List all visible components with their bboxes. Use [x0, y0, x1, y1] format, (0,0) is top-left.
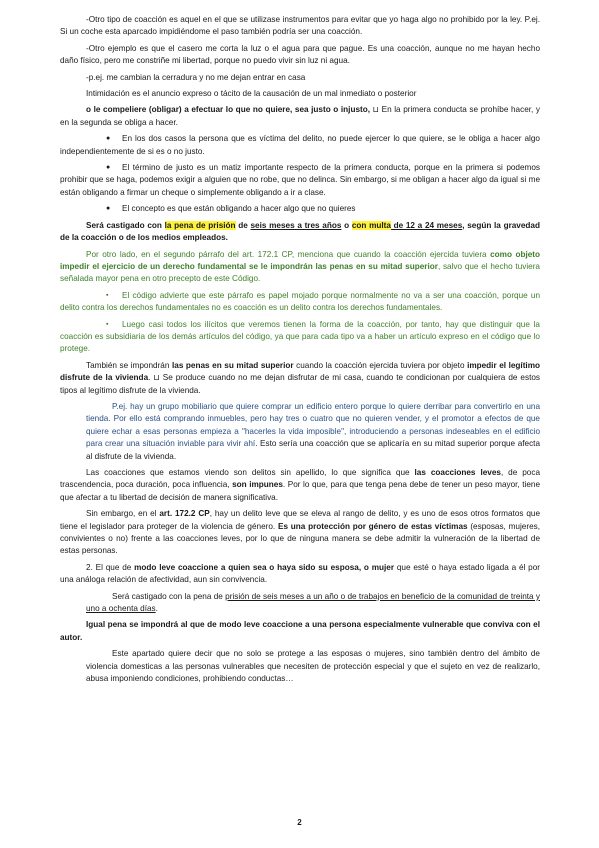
bullet-text: El término de justo es un matiz importante respecto de la primera conducta, porque en la primera si podemos prohibir que se haga, podemos exigir a alguien que no robe, que no delinca. Sin embargo, si me obligan a hacer algo da igual si me están obligando a firmar un cheque o simplemente obligando a ir a clase.	[60, 163, 540, 197]
underlined-text: seis meses a tres años	[250, 220, 342, 230]
bullet-icon: ●	[106, 164, 111, 172]
bold-text: art. 172.2 CP	[159, 509, 210, 519]
bold-text: impedir el legítimo disfrute de la vivienda	[60, 360, 540, 383]
text: Será castigado con la pena de	[112, 591, 226, 601]
paragraph	[60, 249, 540, 286]
text: , de poca trascendencia, poca duración, poca influencia,	[60, 468, 540, 490]
text: 2. El que de	[86, 562, 135, 572]
text: , según la gravedad de la coacción o de los medios empleados.	[60, 220, 540, 243]
bold-text: las coacciones leves	[414, 468, 501, 477]
paragraph	[60, 360, 540, 397]
text: o	[341, 220, 352, 230]
bold-text: o le compeliere (obligar) a efectuar lo que no quiere, sea justo o injusto,	[86, 105, 371, 115]
bold-text: modo leve coaccione a quien sea o haya sido su esposa, o mujer	[134, 562, 395, 572]
text: . Por lo que, para que tenga pena debe de tener un peso mayor, tiene que afectar a tu libertad de decisión de manera significativa.	[60, 480, 541, 502]
bullet-item	[60, 133, 540, 158]
paragraph	[60, 220, 540, 245]
text: Será castigado con	[86, 220, 165, 230]
document-body	[60, 14, 540, 690]
bold-text: son impunes	[232, 480, 283, 490]
paragraph: Intimidación es el anuncio expreso o tácito de la causación de un mal inmediato o posterior	[86, 89, 417, 99]
text: que esté o haya estado ligada a él por una análoga relación de afectividad, aun sin convivencia.	[60, 562, 540, 585]
text: Las coacciones que estamos viendo son delitos sin apellido, lo que significa que	[86, 468, 415, 477]
bullet-text: Luego casi todos los ilícitos que veremos tienen la forma de la coacción, por tanto, hay que distinguir que la coacción es subsidiaria de los demás artículos del código, ya que para cada tipo va a haber un artículo expreso en el código que lo protege.	[60, 319, 540, 354]
paragraph	[60, 467, 540, 504]
bullet-text: El concepto es que están obligando a hacer algo que no quieres	[122, 204, 356, 214]
underlined-text: prisión de seis meses a un año o de trabajos en beneficio de la comunidad de treinta y uno a ochenta días	[86, 591, 540, 614]
text: También se impondrán	[86, 360, 172, 370]
paragraph: Igual pena se impondrá al que de modo leve coaccione a una persona especialmente vulnerable que conviva con el autor.	[60, 620, 540, 642]
square-bullet-icon: ▪	[106, 320, 109, 328]
highlight: la pena de prisión	[164, 220, 236, 230]
bullet-text: En los dos casos la persona que es víctima del delito, no puede ejercer lo que quiere, se le obliga a hacer algo independientemente de si es o no justo.	[60, 134, 540, 156]
bullet-icon: ●	[106, 205, 111, 213]
square-bullet-icon: ▪	[106, 291, 109, 299]
paragraph	[86, 401, 540, 463]
bullet-item	[60, 319, 540, 356]
underlined-text: de 12 a 24 meses	[390, 220, 463, 230]
box-symbol: ⊔	[372, 105, 380, 115]
text: , salvo que el hecho tuviera señalada mayor pena en otro precepto de este Código.	[60, 261, 540, 284]
paragraph: -p.ej. me cambian la cerradura y no me dejan entrar en casa	[86, 72, 306, 82]
text: , hay un delito leve que se eleva al rango de delito, y es uno de esos otros formatos que tiene el legislador para proteger de la violencia de género.	[60, 509, 541, 531]
paragraph: -Otro ejemplo es que el casero me corta la luz o el agua para que pague. Es una coacción, aunque no me hayan hecho daño físico, pero me constriñe mi libertad, porque no puedo vivir sin luz ni agua.	[60, 43, 540, 66]
paragraph: -Otro tipo de coacción es aquel en el que se utilizase instrumentos para evitar que yo haga algo no prohibido por la ley. P.ej. Si un coche esta aparcado impidiéndome el paso también podría ser una coacción.	[60, 15, 540, 37]
paragraph	[86, 591, 540, 616]
text: Por otro lado, en el segundo párrafo del art. 172.1 CP, menciona que cuando la coacción ejercida tuviera	[86, 249, 491, 259]
paragraph	[60, 508, 540, 558]
text: (esposas, mujeres, convivientes o no) frente a las coacciones leves, por lo que de ninguna manera se debe admitir la vulneración de la libertad de estas personas.	[60, 521, 540, 556]
paragraph	[60, 104, 540, 129]
paragraph: Este apartado quiere decir que no solo se protege a las esposas o mujeres, sino también dentro del ámbito de violencia domesticas a las personas vulnerables que necesiten de protección especial y que el sujeto en vez de realizarlo, abusa imponiendo condiciones, prohibiendo conductas…	[86, 649, 540, 684]
bullet-item	[60, 162, 540, 199]
bold-text: como objeto impedir el ejercicio de un derecho fundamental se le impondrán las penas en su mitad superior	[60, 249, 540, 271]
text: cuando la coacción ejercida tuviera por objeto	[293, 360, 468, 370]
bullet-item	[60, 290, 540, 315]
bullet-text: El código advierte que este párrafo es papel mojado porque normalmente no va a ser una coacción, porque un delito contra los derechos fundamentales no es coacción es un delito contra los derechos fundamentales.	[60, 290, 540, 313]
text: . Esto sería una coacción que se aplicaría en su mitad superior porque afecta al disfrute de la vivienda.	[86, 439, 540, 461]
text: En la primera conducta se prohíbe hacer, y en la segunda se obliga a hacer.	[60, 105, 540, 127]
bold-text: Es una protección por género de estas víctimas	[277, 521, 468, 531]
bullet-icon: ●	[106, 135, 111, 143]
text: Sin embargo, en el	[86, 509, 160, 519]
paragraph	[60, 562, 540, 587]
text: . ⊔ Se produce cuando no me dejan disfrutar de mi casa, cuando te condicionan por cualquiera de estos tipos al legítimo disfrute de la vivienda.	[60, 373, 541, 395]
text: de	[235, 220, 251, 230]
page-number: 2	[297, 818, 302, 827]
example-text: P.ej. hay un grupo mobiliario que quiere comprar un edificio entero porque lo quiere derribar para convertirlo en una tienda. Por ello está comprando inmuebles, pero hay tres o cuatro que no quieren vender, y el promotor a efectos de que quiere echar a esas personas empieza a "hacerles la vida imposible", introduciendo a personas indeseables en el edificio para crear una situación inviable para vivir ahí	[86, 401, 540, 449]
bullet-item	[60, 203, 540, 215]
highlight: con multa	[351, 220, 391, 230]
text: .	[155, 604, 158, 614]
bold-text: las penas en su mitad superior	[171, 360, 294, 370]
